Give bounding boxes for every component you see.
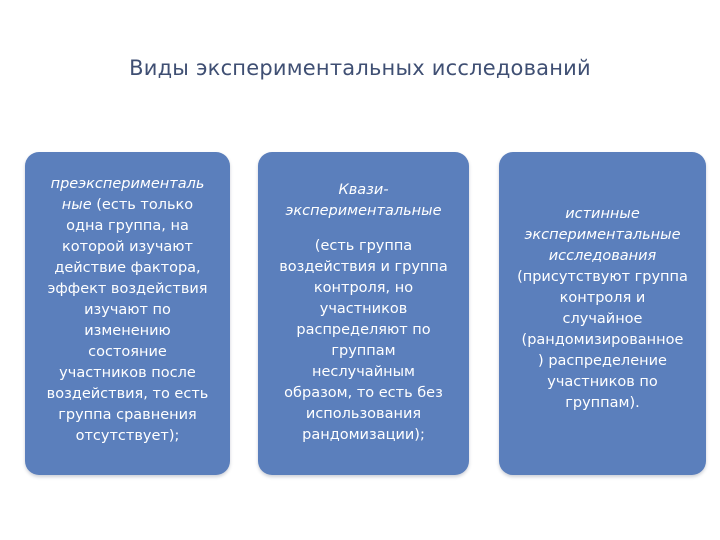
card-line: действие фактора, (54, 260, 201, 276)
card-heading-line: истинные (565, 206, 640, 222)
card-line: контроля и (559, 290, 646, 306)
card-quasi-experimental (258, 152, 469, 475)
card-line: состояние (88, 344, 167, 360)
card-heading-line: экспериментальные (285, 203, 442, 219)
card-line: ные (есть только (61, 197, 194, 213)
card-line: группам). (565, 395, 640, 411)
card-line: воздействия и группа (279, 259, 448, 275)
card-line: преэксперименталь (50, 176, 205, 192)
card-line: эффект воздействия (47, 281, 208, 297)
card-heading-line: исследования (548, 248, 657, 264)
slide-title: Виды экспериментальных исследований (129, 56, 591, 80)
card-line: изменению (84, 323, 171, 339)
card-true-experimental (499, 152, 706, 475)
card-line: группам (331, 343, 396, 359)
card-line: контроля, но (313, 280, 414, 296)
card-line: воздействия, то есть (46, 386, 209, 402)
card-line: неслучайным (312, 364, 415, 380)
card-line: которой изучают (62, 239, 193, 255)
card-line: участников после (59, 365, 196, 381)
card-line: одна группа, на (66, 218, 189, 234)
card-line: случайное (562, 311, 643, 327)
card-pre-experimental (25, 152, 230, 475)
card-heading-line: экспериментальные (524, 227, 681, 243)
card-line: распределяют по (296, 322, 431, 338)
card-line: изучают по (84, 302, 171, 318)
card-line: (рандомизированное (521, 332, 684, 348)
card-line: образом, то есть без (284, 385, 443, 401)
card-line: ) распределение (538, 353, 667, 369)
card-line: отсутствует); (75, 428, 180, 444)
card-line: рандомизации); (302, 427, 425, 443)
card-heading-line: Квази- (338, 182, 389, 198)
card-line: (есть группа (314, 238, 413, 254)
card-line: использования (305, 406, 422, 422)
card-line: (присутствуют группа (517, 269, 688, 285)
card-line: группа сравнения (58, 407, 197, 423)
card-line: участников (319, 301, 408, 317)
card-line: участников по (547, 374, 658, 390)
